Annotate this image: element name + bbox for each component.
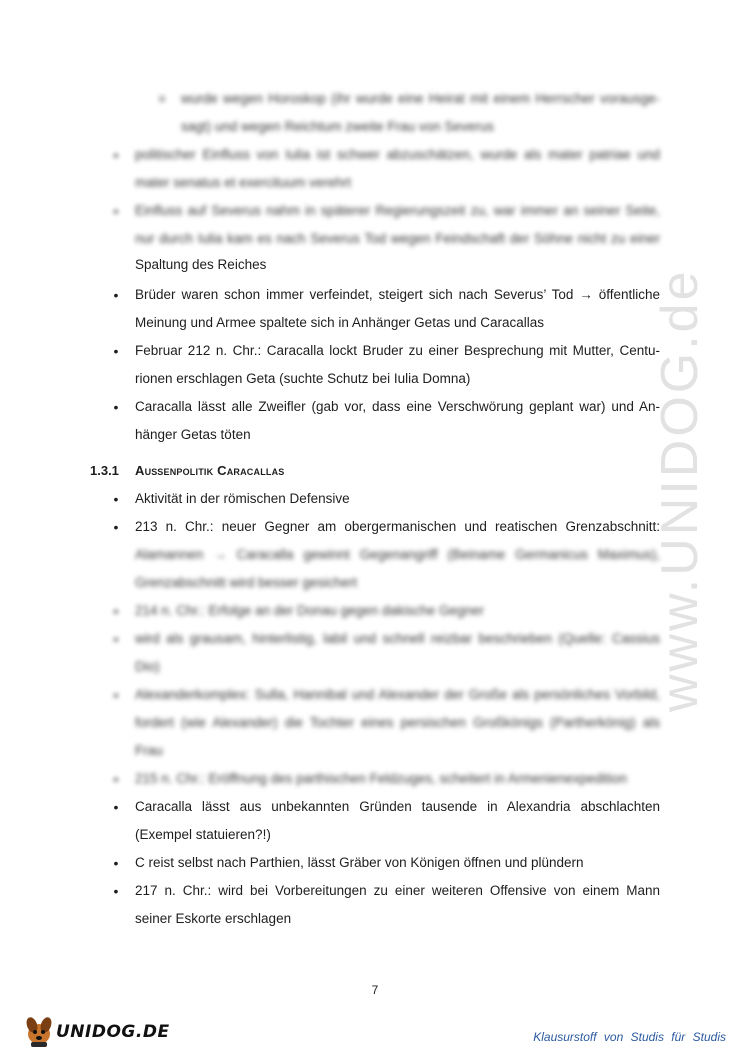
bullet-icon: • bbox=[113, 519, 119, 535]
list-item-text: Dio) bbox=[135, 659, 160, 674]
bullet-icon: • bbox=[113, 771, 119, 787]
list-item-text: Alexanderkomplex: Sulla, Hannibal und Alexander der Große als persönliches Vorbild, bbox=[135, 687, 660, 702]
footer-tagline: Klausurstoff von Studis für Studis bbox=[533, 1030, 726, 1044]
unidog-logo[interactable] bbox=[22, 1014, 170, 1048]
list-item-text: mater senatus et exercituum verehrt bbox=[135, 175, 352, 190]
bullet-icon: • bbox=[113, 883, 119, 899]
logo-text: UNIDOG.DE bbox=[56, 1022, 170, 1042]
list-item-text: Grenzabschnitt wird besser gesichert bbox=[135, 575, 358, 590]
watermark: www.UNIDOG.de bbox=[651, 268, 709, 712]
list-item-text: Aktivität in der römischen Defensive bbox=[135, 491, 350, 506]
list-item-text: Februar 212 n. Chr.: Caracalla lockt Bruder zu einer Besprechung mit Mutter, Centu- bbox=[135, 343, 660, 358]
list-item-text: Caracalla lässt alle Zweifler (gab vor, dass eine Verschwörung geplant war) und An- bbox=[135, 399, 660, 414]
list-item-text: Caracalla lässt aus unbekannten Gründen tausende in Alexandria abschlachten bbox=[135, 799, 660, 814]
section-number: 1.3.1 bbox=[90, 463, 119, 478]
bullet-icon: • bbox=[113, 631, 119, 647]
bullet-icon: • bbox=[113, 343, 119, 359]
list-item-text: rionen erschlagen Geta (suchte Schutz bei Iulia Domna) bbox=[135, 371, 471, 386]
list-item-text: sagt) und wegen Reichtum zweite Frau von Severus bbox=[181, 119, 494, 134]
bullet-icon: • bbox=[113, 799, 119, 815]
list-item-text: Spaltung des Reiches bbox=[135, 257, 267, 272]
list-item-text: nur durch Iulia kam es nach Severus Tod wegen Feindschaft der Söhne nicht zu einer bbox=[135, 231, 660, 246]
bullet-icon: • bbox=[113, 287, 119, 303]
list-item-text: hänger Getas töten bbox=[135, 427, 251, 442]
list-item-text: wurde wegen Horoskop (ihr wurde eine Heirat mit einem Herrscher vorausge- bbox=[181, 91, 660, 106]
list-item-text: Meinung und Armee spaltete sich in Anhänger Getas und Caracallas bbox=[135, 315, 545, 330]
list-item-text: Brüder waren schon immer verfeindet, steigert sich nach Severus’ Tod → öffentliche bbox=[135, 287, 660, 302]
list-item-text: 214 n. Chr.: Erfolge an der Donau gegen dakische Gegner bbox=[135, 603, 484, 618]
bullet-icon: • bbox=[113, 603, 119, 619]
list-item-text: seiner Eskorte erschlagen bbox=[135, 911, 292, 926]
list-item-text: Frau bbox=[135, 743, 163, 758]
list-item-text: 217 n. Chr.: wird bei Vorbereitungen zu einer weiteren Offensive von einem Mann bbox=[135, 883, 660, 898]
list-item-text: 215 n. Chr.: Eröffnung des parthischen Feldzuges, scheitert in Armenienexpedition bbox=[135, 771, 628, 786]
list-item-text: Einfluss auf Severus nahm in späterer Regierungszeit zu, war immer an seiner Seite, bbox=[135, 203, 660, 218]
list-item-text: (Exempel statuieren?!) bbox=[135, 827, 271, 842]
list-item-text: politischer Einfluss von Iulia ist schwer abzuschätzen, wurde als mater patriae und bbox=[135, 147, 660, 162]
bullet-icon: • bbox=[113, 491, 119, 507]
page-number: 7 bbox=[371, 983, 379, 997]
bullet-icon: • bbox=[113, 687, 119, 703]
list-item-text: 213 n. Chr.: neuer Gegner am obergermanischen und reatischen Grenzabschnitt: bbox=[135, 519, 660, 534]
list-item-text: Alamannen → Caracalla gewinnt Gegenangriff (Beiname Germanicus Maximus), bbox=[135, 547, 660, 562]
dog-mascot-icon bbox=[22, 1014, 56, 1048]
list-item-text: C reist selbst nach Parthien, lässt Gräber von Königen öffnen und plündern bbox=[135, 855, 584, 870]
sub-bullet-icon: o bbox=[158, 93, 166, 105]
section-title: Außenpolitik Caracallas bbox=[135, 463, 285, 478]
bullet-icon: • bbox=[113, 203, 119, 219]
list-item-text: wird als grausam, hinterlistig, labil und schnell reizbar beschrieben (Quelle: Cassius bbox=[135, 631, 660, 646]
list-item-text: fordert (wie Alexander) die Tochter eines persischen Großkönigs (Partherkönig) als bbox=[135, 715, 660, 730]
bullet-icon: • bbox=[113, 147, 119, 163]
bullet-icon: • bbox=[113, 855, 119, 871]
bullet-icon: • bbox=[113, 399, 119, 415]
